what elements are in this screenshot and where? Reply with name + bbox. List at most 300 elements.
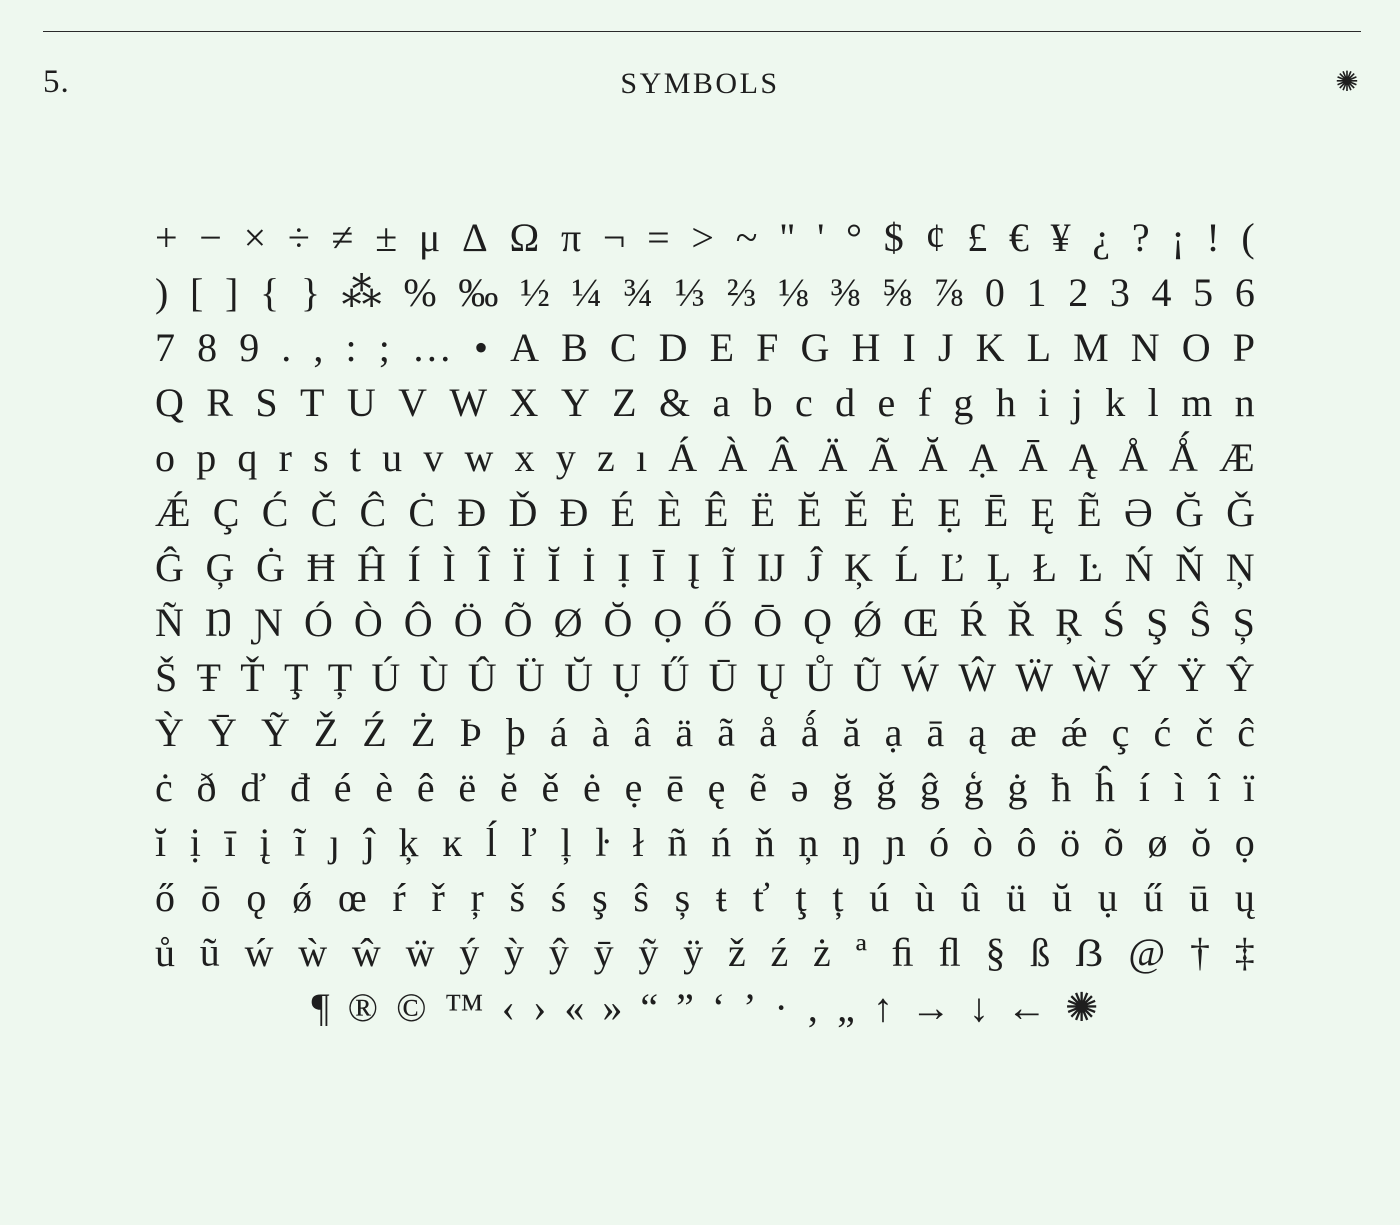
glyph: Ø (553, 600, 583, 645)
glyph: ¢ (925, 215, 946, 260)
page-title: SYMBOLS (620, 67, 780, 100)
glyph: Ị (617, 545, 631, 590)
glyph: û (960, 875, 981, 920)
glyph: Ŗ (1055, 600, 1082, 645)
glyph: Þ (459, 710, 482, 755)
glyph: ż (813, 930, 831, 975)
glyph: ỹ (638, 930, 659, 975)
glyph: k (1105, 380, 1126, 425)
glyph: ½ (519, 270, 550, 315)
glyph: ¥ (1050, 215, 1071, 260)
glyph: J (937, 325, 954, 370)
glyph-row (155, 705, 1255, 760)
glyph: U (346, 380, 376, 425)
asterisk-ornament-icon: ✺ (1335, 65, 1359, 98)
glyph: » (602, 985, 623, 1030)
glyph: ĵ (363, 820, 375, 865)
glyph: ' (817, 215, 825, 260)
glyph: Ŷ (1225, 655, 1255, 700)
glyph: v (423, 435, 444, 480)
glyph: Ö (453, 600, 483, 645)
glyph: • (474, 325, 489, 370)
glyph: Ś (1102, 600, 1126, 645)
glyph: Ụ (612, 655, 642, 700)
glyph: ﬂ (938, 930, 961, 975)
glyph: ħ (1051, 765, 1072, 810)
glyph: ǫ (246, 875, 267, 920)
glyph: ţ (795, 875, 807, 920)
glyph: ķ (398, 820, 419, 865)
glyph: į (259, 820, 271, 865)
glyph: ź (770, 930, 789, 975)
glyph: ị (189, 820, 201, 865)
glyph: Õ (503, 600, 533, 645)
glyph: Ë (750, 490, 776, 535)
glyph: K (975, 325, 1005, 370)
glyph: ✺ (1064, 985, 1099, 1030)
glyph-row (155, 320, 1255, 375)
glyph: é (333, 765, 352, 810)
glyph: ŏ (1191, 820, 1212, 865)
glyph: N (1130, 325, 1160, 370)
glyph: Ĭ (547, 545, 561, 590)
glyph: Ì (442, 545, 456, 590)
glyph: ċ (155, 765, 173, 810)
glyph: ť (752, 875, 770, 920)
glyph: ė (583, 765, 601, 810)
glyph: ŕ (392, 875, 406, 920)
glyph: A (510, 325, 539, 370)
glyph: Ŋ (204, 600, 233, 645)
glyph: Y (560, 380, 590, 425)
glyph: = (647, 215, 670, 260)
glyph: Û (467, 655, 497, 700)
glyph: í (1138, 765, 1150, 810)
glyph: Ā (1018, 435, 1048, 480)
glyph: ÿ (683, 930, 704, 975)
glyph: Ŏ (603, 600, 633, 645)
glyph: ← (1006, 985, 1047, 1030)
glyph: Ē (983, 490, 1009, 535)
glyph: ẽ (749, 765, 767, 810)
glyph: Ĳ (756, 545, 786, 590)
glyph: Œ (903, 600, 939, 645)
glyph: ą (968, 710, 987, 755)
glyph: Ə (1123, 490, 1153, 535)
glyph: Ğ (1174, 490, 1204, 535)
glyph: e (877, 380, 896, 425)
glyph: ⅓ (674, 270, 705, 315)
glyph: ê (416, 765, 435, 810)
glyph: x (514, 435, 535, 480)
glyph: s (313, 435, 329, 480)
glyph: Ų (756, 655, 786, 700)
glyph: Ė (890, 490, 916, 535)
glyph: . (281, 325, 292, 370)
glyph: 4 (1151, 270, 1172, 315)
glyph: ŷ (548, 930, 569, 975)
glyph: ± (375, 215, 398, 260)
glyph: Ỹ (260, 710, 290, 755)
glyph: € (1008, 215, 1029, 260)
glyph: Ô (403, 600, 433, 645)
glyph: ś (550, 875, 567, 920)
glyph: ™ (444, 985, 484, 1030)
glyph: Ï (512, 545, 526, 590)
glyph: Ļ (986, 545, 1012, 590)
glyph: D (658, 325, 688, 370)
glyph: À (718, 435, 748, 480)
glyph: > (691, 215, 714, 260)
glyph-row (155, 760, 1255, 815)
glyph: ņ (798, 820, 819, 865)
glyph: ĥ (1095, 765, 1115, 810)
glyph: Q (155, 380, 184, 425)
glyph: Ī (652, 545, 666, 590)
glyph: ȷ (328, 820, 341, 865)
glyph: Ũ (853, 655, 883, 700)
glyph: & (658, 380, 691, 425)
glyph: â (633, 710, 652, 755)
glyph: Č (310, 490, 338, 535)
glyph: Ó (303, 600, 333, 645)
glyph: ę (707, 765, 726, 810)
section-number: 5. (43, 64, 70, 100)
glyph: w (464, 435, 494, 480)
glyph-row (155, 375, 1255, 430)
glyph: à (591, 710, 610, 755)
glyph: ọ (1234, 820, 1255, 865)
glyph: Ū (708, 655, 738, 700)
glyph: Ľ (940, 545, 965, 590)
glyph: Ĩ (721, 545, 736, 590)
glyph: E (709, 325, 735, 370)
glyph-row (155, 595, 1255, 650)
glyph: ā (926, 710, 945, 755)
glyph: V (398, 380, 427, 425)
glyph: ș (674, 875, 691, 920)
glyph: $ (883, 215, 904, 260)
glyph: ĉ (1237, 710, 1255, 755)
glyph: © (396, 985, 427, 1030)
glyph: Ȳ (207, 710, 237, 755)
glyph: ‘ (711, 985, 726, 1030)
glyph: Ĥ (357, 545, 386, 590)
glyph: î (1208, 765, 1220, 810)
glyph: ğ (832, 765, 853, 810)
glyph: 9 (239, 325, 260, 370)
glyph: ü (1006, 875, 1027, 920)
glyph: ǧ (876, 765, 897, 810)
glyph: ĭ (155, 820, 167, 865)
glyph: Ŀ (1078, 545, 1104, 590)
glyph: Ģ (205, 545, 235, 590)
glyph: ŵ (351, 930, 381, 975)
glyph: « (564, 985, 585, 1030)
glyph: j (1071, 380, 1083, 425)
glyph: å (759, 710, 777, 755)
glyph: o (155, 435, 175, 480)
glyph-row (155, 265, 1255, 320)
glyph: Ċ (408, 490, 436, 535)
glyph: † (1189, 930, 1210, 975)
glyph: ® (347, 985, 379, 1030)
glyph: ⁂ (341, 270, 382, 315)
glyph: 7 (155, 325, 175, 370)
glyph: ‰ (458, 270, 499, 315)
glyph: Ã (868, 435, 898, 480)
glyph: Ẃ (901, 655, 940, 700)
glyph: Ẁ (1072, 655, 1111, 700)
glyph: ş (592, 875, 608, 920)
glyph: ⅜ (829, 270, 860, 315)
glyph: ö (1060, 820, 1081, 865)
glyph: O (1181, 325, 1211, 370)
glyph: ! (1206, 215, 1220, 260)
glyph: “ (640, 985, 659, 1030)
glyph: Ě (843, 490, 869, 535)
glyph: Î (477, 545, 491, 590)
glyph: @ (1128, 930, 1166, 975)
glyph: ¡ (1171, 215, 1185, 260)
glyph: ň (754, 820, 775, 865)
glyph: ǿ (292, 875, 313, 920)
glyph: Í (407, 545, 421, 590)
glyph: ( (1241, 215, 1255, 260)
glyph: ù (914, 875, 935, 920)
glyph-row (155, 210, 1255, 265)
glyph: £ (967, 215, 988, 260)
glyph: → (910, 985, 951, 1030)
glyph: [ (189, 270, 204, 315)
glyph: I (902, 325, 916, 370)
glyph: ] (224, 270, 239, 315)
glyph: Ş (1146, 600, 1169, 645)
glyph: ¼ (571, 270, 602, 315)
glyph: ĺ (485, 820, 497, 865)
glyph-row (155, 925, 1255, 980)
glyph: ↓ (968, 985, 989, 1030)
glyph: ř (431, 875, 445, 920)
glyph: ¿ (1092, 215, 1111, 260)
glyph: ⅔ (726, 270, 757, 315)
glyph: Ǻ (1169, 435, 1198, 480)
glyph: M (1073, 325, 1109, 370)
glyph: B (561, 325, 588, 370)
glyph: ŋ (842, 820, 862, 865)
glyph: Ä (818, 435, 848, 480)
glyph: T (300, 380, 325, 425)
glyph: ț (832, 875, 844, 920)
glyph: Ý (1129, 655, 1159, 700)
glyph: Ň (1175, 545, 1205, 590)
glyph: Â (768, 435, 798, 480)
glyph: ⅞ (933, 270, 964, 315)
glyph: ä (675, 710, 694, 755)
glyph: { (259, 270, 280, 315)
glyph: Ĉ (359, 490, 387, 535)
glyph: u (382, 435, 403, 480)
glyph: ĸ (442, 820, 463, 865)
glyph: μ (418, 215, 441, 260)
glyph: Ő (703, 600, 733, 645)
glyph: ụ (1097, 875, 1118, 920)
glyph: ô (1016, 820, 1037, 865)
glyph: 5 (1193, 270, 1214, 315)
glyph: Ř (1007, 600, 1035, 645)
glyph: ; (378, 325, 390, 370)
glyph: ă (842, 710, 861, 755)
glyph: ” (676, 985, 694, 1030)
glyph: Ǫ (803, 600, 833, 645)
glyph: P (1232, 325, 1255, 370)
glyph: ó (929, 820, 950, 865)
glyph: L (1026, 325, 1051, 370)
glyph: š (509, 875, 526, 920)
glyph: Ĵ (806, 545, 823, 590)
glyph: y (555, 435, 576, 480)
glyph: g (953, 380, 974, 425)
glyph: l (1147, 380, 1159, 425)
glyph: ﬁ (891, 930, 914, 975)
glyph: ẁ (298, 930, 328, 975)
glyph: Ẽ (1077, 490, 1102, 535)
glyph-row (155, 430, 1255, 485)
glyph: ~ (735, 215, 758, 260)
glyph: p (196, 435, 217, 480)
glyph: á (549, 710, 568, 755)
glyph: Ê (703, 490, 729, 535)
glyph: d (835, 380, 856, 425)
glyph: È (657, 490, 682, 535)
glyph: z (596, 435, 615, 480)
glyph-row (155, 980, 1255, 1035)
glyph: ŧ (715, 875, 728, 920)
glyph: ‹ (501, 985, 515, 1030)
glyph: ð (196, 765, 217, 810)
glyph: G (800, 325, 830, 370)
glyph: Į (687, 545, 701, 590)
glyph: Ạ (968, 435, 998, 480)
glyph: ý (459, 930, 480, 975)
glyph: Ü (515, 655, 545, 700)
glyph: ű (1143, 875, 1164, 920)
glyph: f (917, 380, 932, 425)
top-divider (43, 31, 1361, 32)
glyph: ľ (520, 820, 537, 865)
glyph: h (995, 380, 1016, 425)
glyph: − (199, 215, 222, 260)
glyph: R (206, 380, 233, 425)
glyph: ǻ (800, 710, 819, 755)
glyph: Ù (419, 655, 449, 700)
glyph: ì (1173, 765, 1185, 810)
glyph: Ș (1232, 600, 1255, 645)
glyph: Ď (508, 490, 538, 535)
glyph: H (851, 325, 881, 370)
glyph: C (609, 325, 637, 370)
glyph: ū (1189, 875, 1210, 920)
glyph: Ŧ (196, 655, 221, 700)
glyph: ¬ (602, 215, 626, 260)
glyph: Ǧ (1226, 490, 1255, 535)
glyph: ď (240, 765, 267, 810)
glyph: 8 (197, 325, 218, 370)
glyph: ĝ (919, 765, 940, 810)
glyph: Ť (240, 655, 265, 700)
glyph: ¾ (623, 270, 654, 315)
glyph: · (774, 985, 788, 1030)
glyph: œ (337, 875, 367, 920)
glyph: ġ (1007, 765, 1028, 810)
glyph: Ę (1030, 490, 1055, 535)
glyph: : (345, 325, 357, 370)
glyph: ć (1153, 710, 1172, 755)
glyph: Ł (1032, 545, 1058, 590)
glyph: ạ (884, 710, 903, 755)
glyph: ú (869, 875, 890, 920)
glyph: W (449, 380, 488, 425)
glyph: ẞ (1075, 930, 1104, 975)
glyph: › (532, 985, 547, 1030)
glyph: q (237, 435, 258, 480)
glyph-row (155, 815, 1255, 870)
glyph: Ǿ (853, 600, 882, 645)
glyph: ō (200, 875, 221, 920)
glyph: c (795, 380, 813, 425)
glyph: ° (846, 215, 863, 260)
glyph: ç (1111, 710, 1130, 755)
glyph: Ō (753, 600, 783, 645)
glyph: ) (155, 270, 169, 315)
glyph: Ż (410, 710, 436, 755)
glyph: Ú (371, 655, 401, 700)
glyph: 2 (1068, 270, 1089, 315)
glyph: § (985, 930, 1006, 975)
glyph: + (155, 215, 178, 260)
glyph: ł (632, 820, 644, 865)
glyph: ə (790, 765, 809, 810)
glyph: õ (1103, 820, 1124, 865)
glyph: 1 (1026, 270, 1047, 315)
glyph: Š (155, 655, 178, 700)
glyph: F (756, 325, 779, 370)
glyph: Ð (457, 490, 487, 535)
glyph: b (752, 380, 773, 425)
glyph: ń (711, 820, 732, 865)
glyph: Ġ (256, 545, 285, 590)
glyph: Ć (261, 490, 289, 535)
glyph: İ (582, 545, 596, 590)
glyph: ÷ (287, 215, 310, 260)
glyph: Ÿ (1177, 655, 1207, 700)
glyph: ē (666, 765, 684, 810)
glyph: 3 (1109, 270, 1130, 315)
glyph: ȳ (593, 930, 614, 975)
glyph: Ŝ (1189, 600, 1212, 645)
glyph: i (1038, 380, 1050, 425)
glyph: Ỳ (155, 710, 184, 755)
glyph: Ů (804, 655, 834, 700)
glyph: Ŕ (959, 600, 987, 645)
glyph: % (403, 270, 437, 315)
glyph-row (155, 540, 1255, 595)
glyph: Ņ (1225, 545, 1255, 590)
glyph: æ (1010, 710, 1037, 755)
glyph: ñ (667, 820, 688, 865)
glyph: Ķ (844, 545, 873, 590)
glyph: Ọ (653, 600, 683, 645)
